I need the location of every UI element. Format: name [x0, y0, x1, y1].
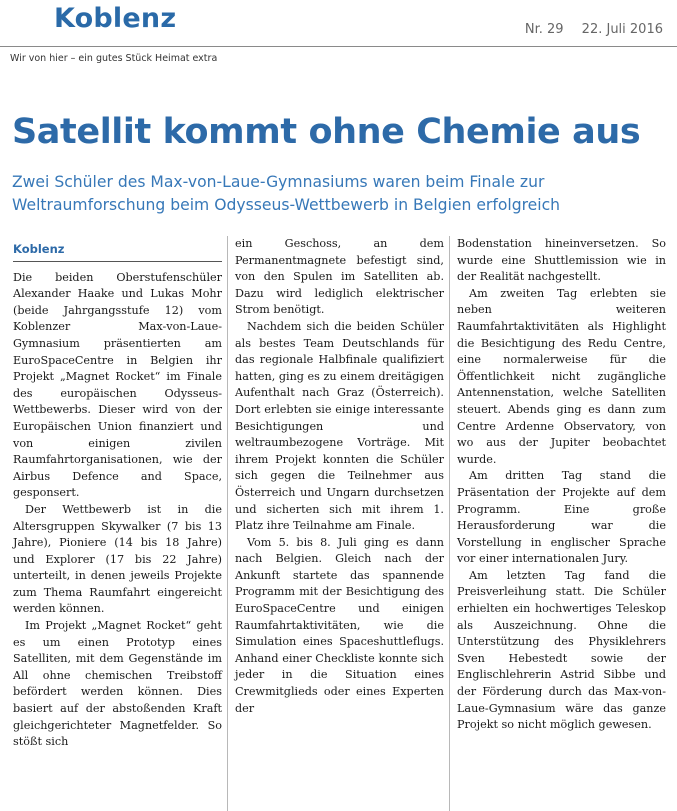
- issue-date: 22. Juli 2016: [581, 22, 663, 37]
- column-divider: [227, 236, 228, 811]
- paragraph: Am dritten Tag stand die Präsentation der Projekte auf dem Programm. Eine große Herausforderung war die Vorstellung in englischer Sprache vor einer internationalen Jury.: [457, 469, 666, 566]
- paragraph: Im Projekt „Magnet Rocket“ geht es um einen Prototyp eines Satelliten, mit dem Gegenstände im All ohne chemischen Treibstoff befördert werden können. Dies basiert auf der abstoßenden Kraft gleichgerichteter Magnetfelder. So stößt sich: [13, 619, 222, 749]
- paragraph: Vom 5. bis 8. Juli ging es dann nach Belgien. Gleich nach der Ankunft startete das spannende Programm mit der Besichtigung des EuroSpaceCentre und einigen Raumfahrtaktivitäten, wie die Simulation eines Spaceshuttleflugs. Anhand einer Checkliste konnte sich jeder in die Situation eines Crewmitglieds oder eines Experten der: [235, 535, 444, 715]
- page-header: [0, 0, 677, 72]
- issue-info: [511, 22, 663, 37]
- header-divider: [0, 46, 677, 47]
- paragraph: Am letzten Tag fand die Preisverleihung statt. Die Schüler erhielten ein hochwertiges Teleskop als Auszeichnung. Ohne die Unterstützung des Physiklehrers Sven Hebestedt sowie der Englischlehrerin Astrid Sibbe und der Förderung durch das Max-von-Laue-Gymnasium wäre das ganze Projekt so nicht möglich gewesen.: [457, 568, 666, 732]
- section-title: Koblenz: [54, 3, 177, 34]
- paragraph: Die beiden Oberstufenschüler Alexander Haake und Lukas Mohr (beide Jahrgangsstufe 12) vom Koblenzer Max-von-Laue-Gymnasium präsentierten am EuroSpaceCentre in Belgien ihr Projekt „Magnet Rocket“ im Finale des europäischen Odysseus-Wettbewerbs. Dieser wird von der Europäischen Union finanziert und von einigen zivilen Raumfahrtorganisationen, wie der Airbus Defence and Space, gesponsert.: [13, 270, 222, 500]
- article-headline: Satellit kommt ohne Chemie aus: [12, 112, 641, 152]
- paragraph: Bodenstation hineinversetzen. So wurde eine Shuttlemission wie in der Realität nachgestellt.: [457, 237, 666, 284]
- dateline: Koblenz: [13, 241, 222, 262]
- article-subheadline: Zwei Schüler des Max-von-Laue-Gymnasiums waren beim Finale zur Weltraumforschung beim Odysseus-Wettbewerb in Belgien erfolgreich: [12, 173, 561, 214]
- column-divider: [449, 236, 450, 811]
- paragraph: Der Wettbewerb ist in die Altersgruppen Skywalker (7 bis 13 Jahre), Pioniere (14 bis 18 Jahre) und Explorer (17 bis 22 Jahre) unterteilt, in denen jeweils Projekte zum Thema Raumfahrt eingereicht werden können.: [13, 502, 222, 616]
- article-column-1: [13, 241, 222, 751]
- article-column-3: [457, 236, 666, 734]
- paragraph: Nachdem sich die beiden Schüler als bestes Team Deutschlands für das regionale Halbfinale qualifiziert hatten, ging es zu einem dreitägigen Aufenthalt nach Graz (Österreich). Dort erlebten sie einige interessante Besichtigungen und weltraumbezogene Vorträge. Mit ihrem Projekt konnten die Schüler sich gegen die Teilnehmer aus Österreich und Ungarn durchsetzen und sicherten sich mit ihrem 1. Platz ihre Teilnahme am Finale.: [235, 319, 444, 533]
- issue-number: Nr. 29: [524, 22, 564, 37]
- header-tagline: Wir von hier – ein gutes Stück Heimat extra: [10, 53, 218, 64]
- paragraph: ein Geschoss, an dem Permanentmagnete befestigt sind, von den Spulen im Satelliten ab. Dazu wird lediglich elektrischer Strom benötigt.: [235, 237, 444, 317]
- paragraph: Am zweiten Tag erlebten sie neben weiteren Raumfahrtaktivitäten als Highlight die Besichtigung des Redu Centre, eine normalerweise für die Öffentlichkeit nicht zugängliche Antennenstation, welche Satelliten steuert. Abends ging es dann zum Centre Ardenne Observatory, von wo aus der Jupiter beobachtet wurde.: [457, 286, 666, 466]
- article-column-2: [235, 236, 444, 717]
